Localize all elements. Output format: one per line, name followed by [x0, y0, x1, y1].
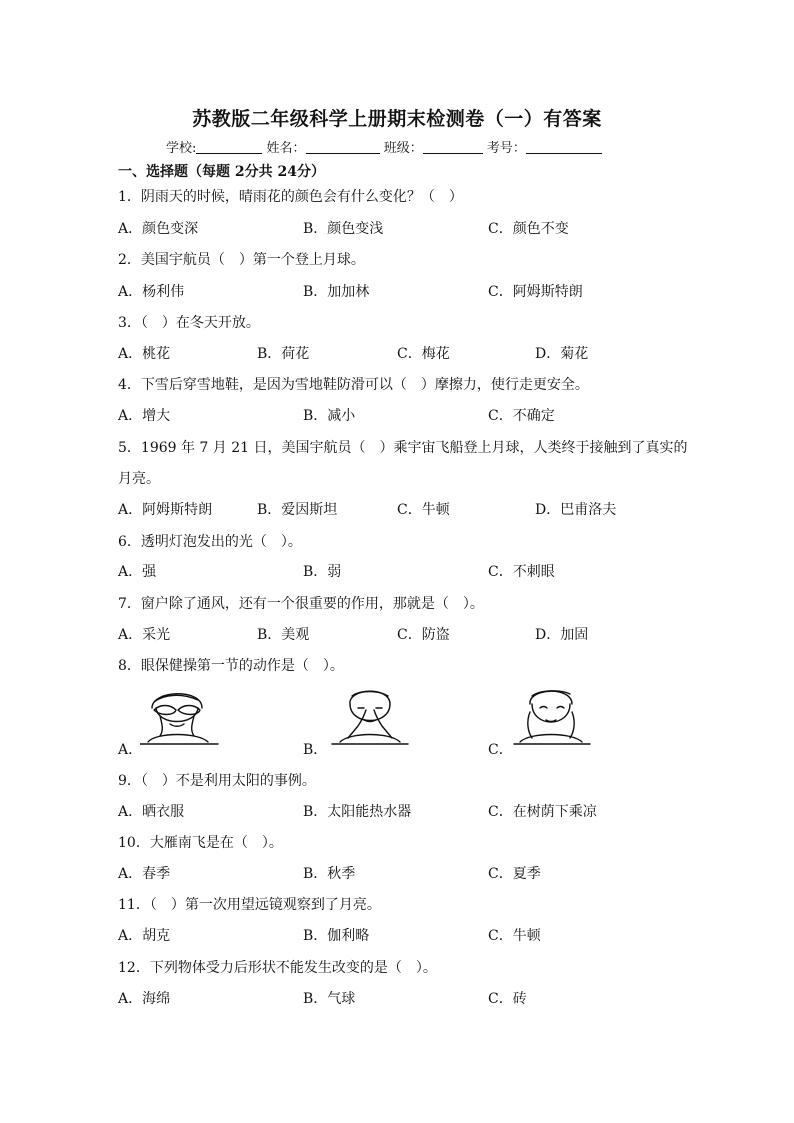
option-d[interactable]: D．菊花: [535, 346, 589, 362]
exam-title: 苏教版二年级科学上册期末检测卷（一）有答案: [192, 108, 602, 130]
school-blank[interactable]: [196, 141, 262, 154]
school-label: 学校:: [166, 141, 197, 156]
option-a[interactable]: A．强: [118, 564, 157, 580]
question-stem: 12．下列物体受力后形状不能发生改变的是（ ）。: [118, 960, 437, 976]
option-c[interactable]: C．不确定: [488, 408, 555, 424]
eye-exercise-figure-c[interactable]: [512, 682, 592, 750]
name-blank[interactable]: [306, 141, 380, 154]
question-stem: 10．大雁南飞是在（ ）。: [118, 835, 283, 851]
option-b[interactable]: B．秋季: [303, 866, 356, 882]
section-heading: 一、选择题（每题 2分共 24分）: [118, 164, 325, 180]
option-a[interactable]: A．晒衣服: [118, 804, 185, 820]
class-blank[interactable]: [423, 141, 483, 154]
option-b[interactable]: B．减小: [303, 408, 356, 424]
option-b[interactable]: B．颜色变浅: [303, 221, 384, 237]
option-b[interactable]: B．加加林: [303, 284, 370, 300]
option-b[interactable]: B．爱因斯坦: [257, 502, 338, 518]
exam-no-label: 考号：: [486, 141, 526, 156]
question-stem: 9．（ ）不是利用太阳的事例。: [118, 773, 316, 789]
question-stem: 7．窗户除了通风，还有一个很重要的作用，那就是（ ）。: [118, 596, 484, 612]
option-b[interactable]: B．太阳能热水器: [303, 804, 412, 820]
question-stem: 3．（ ）在冬天开放。: [118, 315, 260, 331]
eye-exercise-figure-a[interactable]: [140, 684, 220, 750]
option-d[interactable]: D．加固: [535, 627, 589, 643]
student-info-row: [166, 137, 602, 156]
option-c[interactable]: C．防盗: [397, 627, 450, 643]
option-a[interactable]: A．增大: [118, 408, 171, 424]
question-stem: 6．透明灯泡发出的光（ ）。: [118, 534, 302, 550]
option-c[interactable]: C．: [488, 742, 513, 758]
option-c[interactable]: C．在树荫下乘凉: [488, 804, 597, 820]
eye-exercise-figure-b[interactable]: [330, 682, 410, 750]
option-a[interactable]: A．采光: [118, 627, 171, 643]
question-stem: 4．下雪后穿雪地鞋，是因为雪地鞋防滑可以（ ）摩擦力，使行走更安全。: [118, 377, 589, 393]
question-stem-continued: 月亮。: [118, 471, 160, 487]
option-c[interactable]: C．砖: [488, 991, 527, 1007]
option-b[interactable]: B．荷花: [257, 346, 310, 362]
question-stem: 8．眼保健操第一节的动作是（ ）。: [118, 658, 344, 674]
question-stem: 11．（ ）第一次用望远镜观察到了月亮。: [118, 897, 381, 913]
option-c[interactable]: C．牛顿: [488, 928, 541, 944]
option-a[interactable]: A．阿姆斯特朗: [118, 502, 213, 518]
question-stem: 2．美国宇航员（ ）第一个登上月球。: [118, 252, 365, 268]
option-c[interactable]: C．夏季: [488, 866, 541, 882]
option-c[interactable]: C．阿姆斯特朗: [488, 284, 583, 300]
option-a[interactable]: A．颜色变深: [118, 221, 199, 237]
option-b[interactable]: B．美观: [257, 627, 310, 643]
option-c[interactable]: C．不刺眼: [488, 564, 555, 580]
option-d[interactable]: D．巴甫洛夫: [535, 502, 617, 518]
option-a[interactable]: A．桃花: [118, 346, 171, 362]
option-a[interactable]: A．海绵: [118, 991, 171, 1007]
question-stem: 5．1969 年 7 月 21 日，美国宇航员（ ）乘宇宙飞船登上月球，人类终于接触到了真实的: [118, 440, 688, 456]
option-a[interactable]: A．: [118, 742, 143, 758]
option-b[interactable]: B．伽利略: [303, 928, 370, 944]
option-a[interactable]: A．春季: [118, 866, 171, 882]
class-label: 班级：: [383, 141, 423, 156]
option-b[interactable]: B．: [303, 742, 328, 758]
exam-no-blank[interactable]: [526, 141, 602, 154]
option-c[interactable]: C．颜色不变: [488, 221, 569, 237]
option-a[interactable]: A．杨利伟: [118, 284, 185, 300]
option-c[interactable]: C．梅花: [397, 346, 450, 362]
option-b[interactable]: B．气球: [303, 991, 356, 1007]
option-a[interactable]: A．胡克: [118, 928, 171, 944]
question-stem: 1．阴雨天的时候，晴雨花的颜色会有什么变化？（ ）: [118, 189, 463, 205]
name-label: 姓名：: [266, 141, 306, 156]
option-b[interactable]: B．弱: [303, 564, 342, 580]
option-c[interactable]: C．牛顿: [397, 502, 450, 518]
